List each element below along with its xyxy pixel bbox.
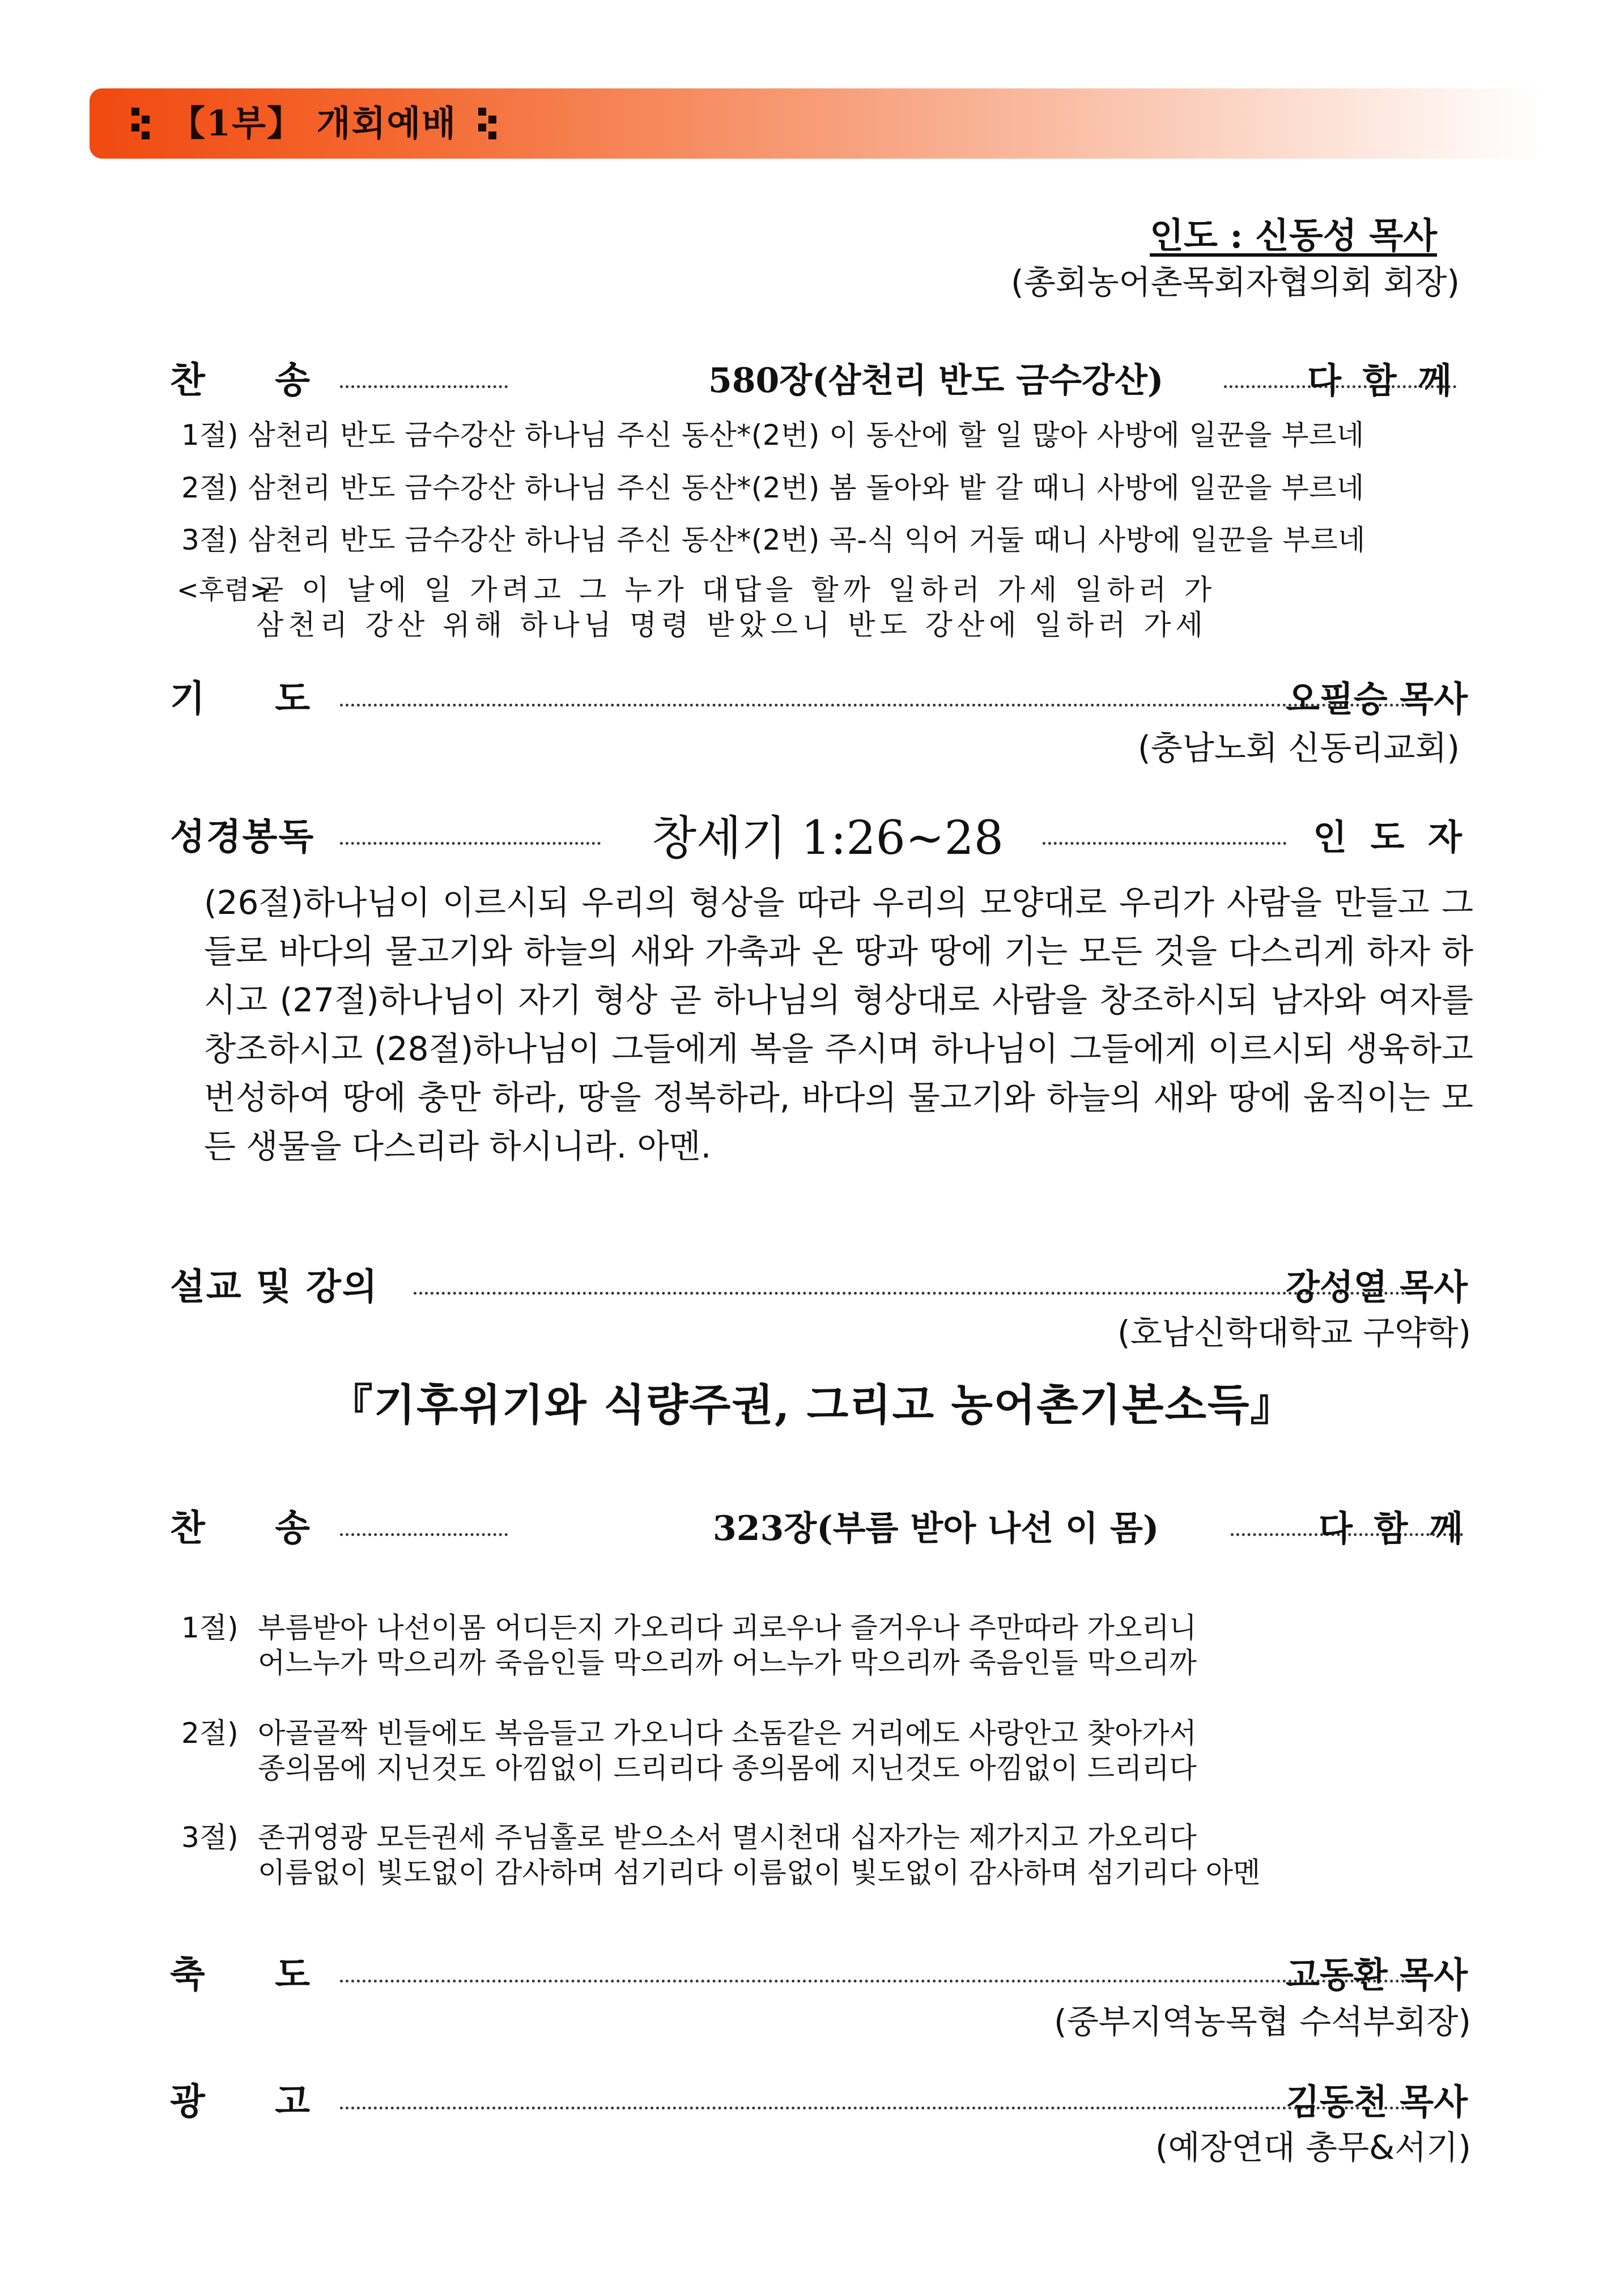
sermon-name: 강성열 목사 [1285,1266,1468,1308]
scripture-text: (26절)하나님이 이르시되 우리의 형상을 따라 우리의 모양대로 우리가 사람을 만들고 그들로 바다의 물고기와 하늘의 새와 가축과 온 땅과 땅에 기는 모든 것을 다스리게 하자 하시고 (27절)하나님이 자기 형상 곧 하나님의 형상대로 사람을 창조하시되 남자와 여자를 창조하시고 (28절)하나님이 그들에게 복을 주시며 하나님이 그들에게 이르시되 생육하고 번성하여 땅에 충만 하라, 땅을 정복하라, 바다의 물고기와 하늘의 새와 땅에 움직이는 모든 생물을 다스리라 하시니라. 아멘. [204,883,1473,1165]
hymn1-verse-3: 3절) 삼천리 반도 금수강산 하나님 주신 동산*(2번) 곡-식 익어 거둘 때니 사방에 일꾼을 부르네 [181,524,1366,556]
hymn1-chorus-line-1: 곧 이 날에 일 가려고 그 누가 대답을 할까 일하러 가세 일하러 가 [256,573,1217,606]
announcements-affiliation: (예장연대 총무&서기) [1155,2128,1471,2167]
hymn2-verse-3-line-1: 존귀영광 모든권세 주님홀로 받으소서 멸시천대 십자가는 제가지고 가오리다 [258,1821,1197,1854]
prayer-label: 기 도 [170,678,312,720]
hymn1-chorus-label: <후렴> [177,575,272,605]
hymn2-by: 다 함 께 [1319,1508,1468,1549]
dotted-leader [340,704,1405,707]
hymn2-verse-1-line-1: 부름받아 나선이몸 어디든지 가오리다 괴로우나 즐거우나 주만따라 가오리니 [258,1611,1197,1644]
reading-passage: 창세기 1:26~28 [652,811,1004,865]
hymn2-verse-2-num: 2절) [181,1717,239,1750]
hymn1-verse-2: 2절) 삼천리 반도 금수강산 하나님 주신 동산*(2번) 봄 돌아와 밭 갈 때니 사방에 일꾼을 부르네 [181,471,1364,504]
hymn2-title: 323장(부름 받아 나선 이 몸) [713,1509,1159,1548]
section-title: 【1부】 개회예배 [170,103,457,144]
benediction-name: 고동환 목사 [1285,1954,1468,1996]
prayer-name: 오필승 목사 [1285,678,1468,720]
reading-label: 성경봉독 [170,816,315,858]
hymn1-label: 찬 송 [170,359,312,402]
banner-ornament-left-icon [128,108,153,139]
hymn2-verse-1-line-2: 어느누가 막으리까 죽음인들 막으리까 어느누가 막으리까 죽음인들 막으리까 [258,1647,1197,1679]
hymn1-title: 580장(삼천리 반도 금수강산) [708,361,1164,401]
hymn2-row [170,1507,1468,1550]
sermon-label: 설교 및 강의 [170,1266,379,1308]
prayer-row [170,678,1468,721]
announcements-row [170,2081,1468,2124]
dotted-leader [340,385,508,388]
dotted-leader [340,2107,1405,2109]
hymn2-verse-1-num: 1절) [181,1611,239,1644]
benediction-label: 축 도 [170,1954,312,1996]
hymn1-by: 다 함 께 [1307,360,1456,401]
dotted-leader [414,1292,1405,1295]
leader-label: 인도 : 신동성 목사 [1150,215,1437,256]
dotted-leader [1043,842,1286,845]
benediction-row [170,1954,1468,1997]
hymn2-verse-2-line-1: 아골골짝 빈들에도 복음들고 가오니다 소돔같은 거리에도 사랑안고 찾아가서 [258,1717,1197,1750]
dotted-leader [340,1533,508,1536]
banner-ornament-right-icon [475,108,500,139]
dotted-leader [340,842,601,845]
dotted-leader [340,1980,1405,1983]
prayer-affiliation: (충남노회 신동리교회) [1138,729,1460,767]
sermon-row [170,1266,1468,1309]
leader-affiliation: (총회농어촌목회자협의회 회장) [1010,263,1460,301]
announcements-label: 광 고 [170,2081,312,2123]
reading-by: 인 도 자 [1313,816,1468,858]
hymn2-label: 찬 송 [170,1507,312,1550]
sermon-title: 『기후위기와 식량주권, 그리고 농어촌기본소득』 [329,1380,1295,1430]
hymn1-row [170,359,1468,402]
benediction-affiliation: (중부지역농목협 수석부회장) [1053,2002,1471,2041]
hymn2-verse-3-num: 3절) [181,1821,239,1854]
reading-row [170,810,1468,867]
announcements-name: 김동천 목사 [1285,2081,1468,2122]
hymn1-verse-1: 1절) 삼천리 반도 금수강산 하나님 주신 동산*(2번) 이 동산에 할 일 많아 사방에 일꾼을 부르네 [181,419,1364,452]
hymn2-verse-3-line-2: 이름없이 빛도없이 감사하며 섬기리다 이름없이 빛도없이 감사하며 섬기리다 아멘 [258,1856,1261,1889]
hymn1-chorus-line-2: 삼천리 강산 위해 하나님 명령 받았으니 반도 강산에 일하러 가세 [256,609,1208,641]
sermon-affiliation: (호남신학대학교 구약학) [1117,1313,1471,1352]
hymn2-verse-2-line-2: 종의몸에 지닌것도 아낌없이 드리리다 종의몸에 지닌것도 아낌없이 드리리다 [258,1752,1197,1785]
